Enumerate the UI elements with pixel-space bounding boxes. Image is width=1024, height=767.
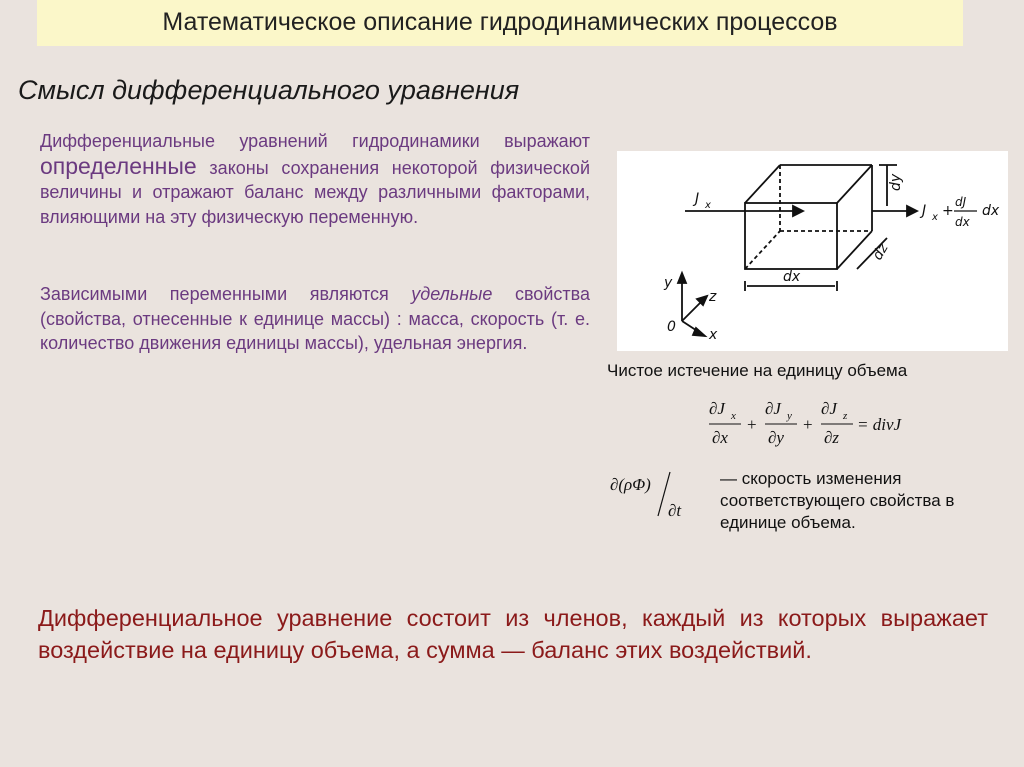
- term1-sub: x: [731, 410, 736, 422]
- label-dx: dx: [783, 269, 801, 285]
- derivative-denominator: ∂t: [668, 501, 682, 520]
- axis-y-label: y: [664, 275, 673, 291]
- term1-numerator: ∂J: [709, 399, 725, 418]
- term1-denominator: ∂x: [712, 428, 728, 447]
- term2-numerator: ∂J: [765, 399, 781, 418]
- control-volume-figure: [617, 151, 1008, 351]
- figure-caption: Чистое истечение на единицу объема: [607, 361, 908, 380]
- title-bar: [37, 0, 963, 46]
- paragraph-text: законы сохранения некоторой физической величины и отражают баланс между различными факторами, влияющими на эту физическую переменную.: [40, 157, 590, 227]
- label-dz: dz: [869, 240, 892, 263]
- formula-rhs: = divJ: [857, 415, 902, 434]
- label-dx-tail: dx: [982, 203, 1000, 219]
- label-djx: dJ: [955, 195, 967, 209]
- paragraph-text: свойства (свойства, отнесенные к единице массы) : масса, скорость (т. е. количество движения единицы массы), удельная энергия.: [40, 284, 590, 353]
- label-plus: +: [942, 203, 954, 219]
- term3-numerator: ∂J: [821, 399, 837, 418]
- slide-subtitle: Смысл дифференциального уравнения: [18, 75, 520, 105]
- term2-sub: y: [787, 410, 792, 422]
- paragraph-text: Зависимыми переменными являются: [40, 284, 412, 304]
- label-out-jx-sub: x: [932, 212, 938, 223]
- plus-sign: +: [747, 415, 757, 434]
- label-jx-sub: x: [705, 200, 711, 211]
- italic-word: удельные: [411, 284, 493, 304]
- axis-x-label: x: [709, 327, 718, 343]
- cube-diagram: [617, 151, 1008, 351]
- term2-denominator: ∂y: [768, 428, 784, 447]
- derivative-description: — скорость изменения соответствующего свойства в единице объема.: [720, 469, 955, 532]
- label-out-jx: J: [922, 203, 927, 219]
- label-dy: dy: [888, 173, 904, 191]
- paragraph-text: Дифференциальные уравнений гидродинамики выражают: [40, 131, 590, 151]
- paragraph-variables: [40, 282, 590, 356]
- label-jx: J: [695, 191, 700, 207]
- label-djx-den: dx: [955, 215, 970, 229]
- highlight-word: определенные: [40, 152, 197, 179]
- axis-z-label: z: [709, 289, 717, 305]
- conclusion-text: Дифференциальное уравнение состоит из членов, каждый из которых выражает воздействие на единицу объема, а сумма — баланс этих воздействий.: [38, 605, 988, 663]
- slide-title: Математическое описание гидродинамических процессов: [162, 8, 838, 36]
- axis-origin-label: 0: [667, 319, 676, 335]
- paragraph-conservation: [40, 129, 590, 229]
- term3-sub: z: [843, 410, 848, 422]
- cube-front-face: [745, 203, 837, 269]
- term3-denominator: ∂z: [824, 428, 840, 447]
- divergence-formula: [707, 392, 937, 452]
- time-derivative-formula: [608, 466, 708, 524]
- derivative-numerator: ∂(ρΦ): [610, 475, 651, 494]
- plus-sign: +: [803, 415, 813, 434]
